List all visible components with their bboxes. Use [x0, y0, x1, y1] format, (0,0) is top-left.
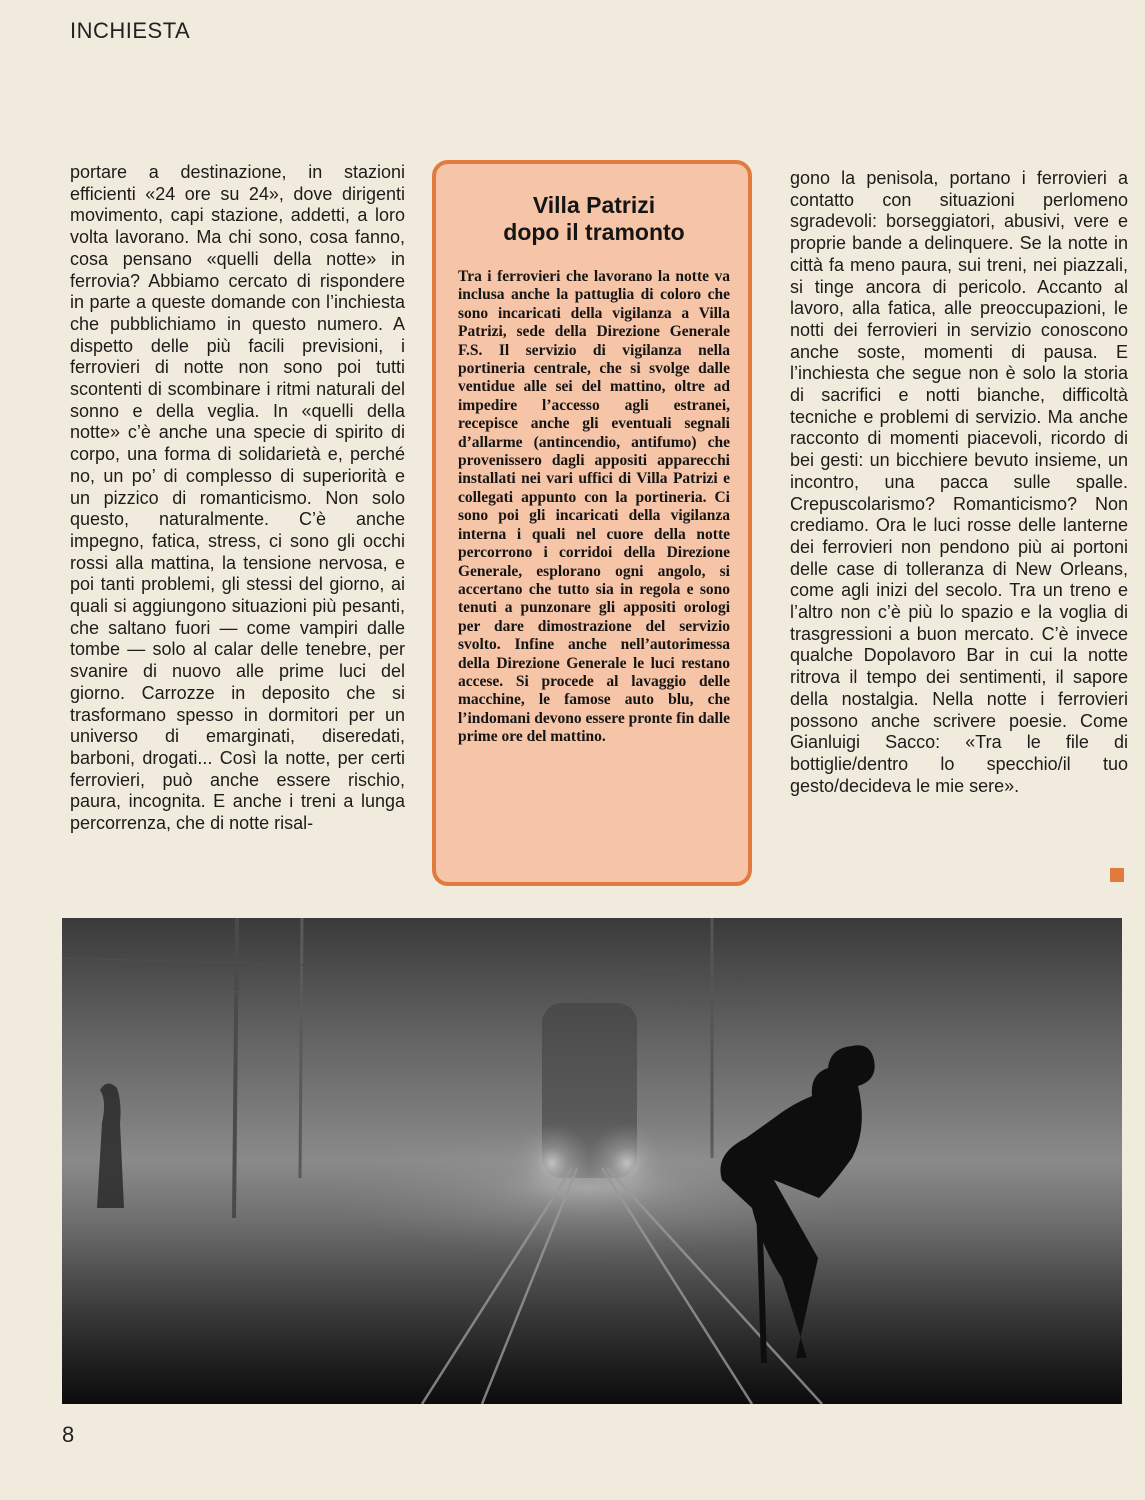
article-column-right — [790, 168, 1128, 797]
page-number: 8 — [62, 1422, 75, 1447]
sidebar-box — [432, 160, 752, 886]
railway-fog-photo — [62, 918, 1122, 1404]
sidebar-title-line-2: dopo il tramonto — [503, 219, 685, 245]
article-text-left: portare a destinazione, in stazioni efficienti «24 ore su 24», dove dirigenti movimento, capi stazione, addetti, a loro volta lavorano. Ma chi sono, cosa fanno, cosa pensano «quelli della notte» in ferrovia? Abbiamo cercato di rispondere in parte a queste domande con l’inchiesta che pubblichiamo in questo numero. A dispetto delle più facili previsioni, i ferrovieri di notte non sono poi tutti scontenti di scombinare i ritmi naturali del sonno e della veglia. In «quelli della notte» c’è anche una specie di spirito di corpo, una forma di solidarietà e, perché no, un po’ di complesso di superiorità e un pizzico di romanticismo. Non solo questo, naturalmente. C’è anche impegno, fatica, stress, ci sono gli occhi rossi alla mattina, la tensione nervosa, e poi tanti problemi, gli stessi del giorno, ai quali si aggiungono situazioni più pesanti, che saltano fuori — come vampiri dalle tombe — solo al calar delle tenebre, per svanire di nuovo alle prime luci del giorno. Carrozze in deposito che si trasformano spesso in dormitori per un universo di emarginati, diseredati, barboni, drogati... Così la notte, per certi ferrovieri, può anche essere rischio, paura, incognita. E anche i treni a lunga percorrenza, che di notte risal- — [70, 162, 405, 834]
section-label: INCHIESTA — [70, 18, 191, 43]
sidebar-body: Tra i ferrovieri che lavorano la notte va inclusa anche la pattuglia di coloro che sono incaricati della vigilanza a Villa Patrizi, sede della Direzione Generale F.S. Il servizio di vigilanza nella portineria centrale, che si svolge dalle ventidue alle sei del mattino, oltre ad impedire l’accesso agli estranei, recepisce anche gli eventuali segnali d’allarme (antincendio, antifumo) che provenissero dagli appositi apparecchi installati nei vari uffici di Villa Patrizi e collegati appunto con la portineria. Ci sono poi gli incaricati della vigilanza interna i quali nel cuore della notte percorrono i corridoi della Direzione Generale, esplorano ogni angolo, si accertano che tutto sia in regola e sono tenuti a punzonare gli appositi orologi per dare dimostrazione del servizio svolto. Infine anche nell’autorimessa della Direzione Generale le luci restano accese. Si procede al lavaggio delle macchine, le famose auto blu, che l’indomani devono essere pronte fin dalle prime ore del mattino. — [458, 268, 730, 746]
sidebar-title-line-1: Villa Patrizi — [532, 192, 656, 218]
sidebar-title — [458, 192, 730, 246]
article-end-mark — [1110, 868, 1124, 882]
article-text-right: gono la penisola, portano i ferrovieri a contatto con situazioni perlomeno sgradevoli: borseggiatori, abusivi, vere e proprie bande a delinquere. Se la notte in città fa meno paura, sui treni, nei piazzali, si tinge ancora di pericolo. Accanto al lavoro, alla fatica, alle preoccupazioni, le notti dei ferrovieri in servizio conoscono anche soste, momenti di pausa. E l’inchiesta che segue non è solo la storia di sacrifici e notti bianche, difficoltà tecniche e problemi di servizio. Ma anche racconto di momenti piacevoli, ricordo di bei gesti: un bicchiere bevuto insieme, un incontro, una pacca sulle spalle. Crepuscolarismo? Romanticismo? Non crediamo. Ora le luci rosse delle lanterne dei ferrovieri non pendono più ai portoni delle case di tolleranza di New Orleans, come agli inizi del secolo. Tra un treno e l’altro non c’è più lo spazio e la voglia di trasgressioni a buon mercato. C’è invece qualche Dopolavoro Bar in cui la notte ritrova il tempo dei sentimenti, il sapore della nostalgia. Nella notte i ferrovieri possono anche scrivere poesie. Come Gianluigi Sacco: «Tra le file di bottiglie/dentro lo specchio/il tuo gesto/decideva le mie sere». — [790, 168, 1128, 796]
article-column-left — [70, 162, 405, 835]
ground-shadow — [62, 1218, 1122, 1404]
catenary-pole — [300, 918, 302, 1178]
